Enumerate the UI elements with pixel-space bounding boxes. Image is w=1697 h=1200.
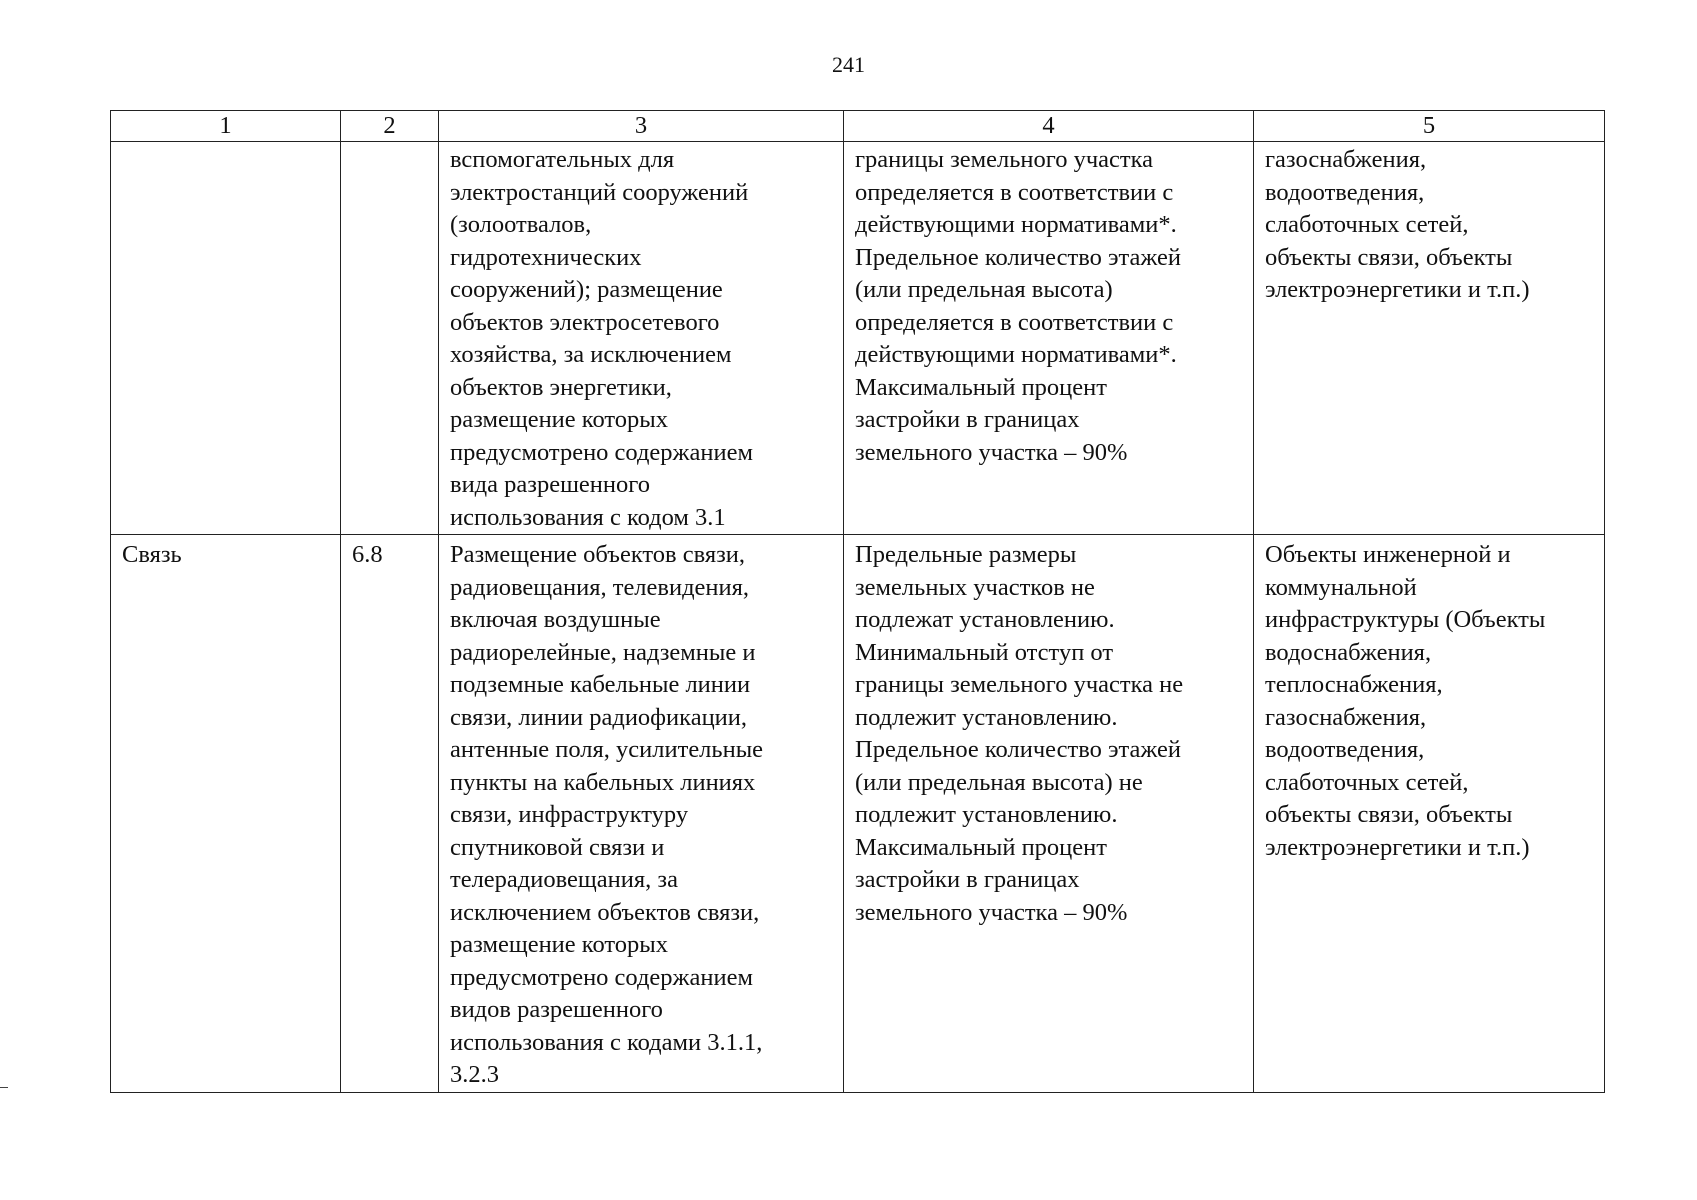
land-use-table	[110, 110, 1605, 1093]
column-header-1: 1	[111, 111, 341, 142]
cell-use-type	[111, 142, 341, 535]
cell-text: газоснабжения, водоотведения, слаботочных сетей, объекты связи, объекты электроэнергетики и т.п.)	[1265, 146, 1530, 303]
cell-code	[341, 142, 439, 535]
cell-parameters	[844, 535, 1254, 1093]
cell-use-type	[111, 535, 341, 1093]
cell-auxiliary	[1254, 535, 1605, 1093]
column-header-3: 3	[439, 111, 844, 142]
page-number: 241	[832, 52, 865, 77]
cell-description	[439, 142, 844, 535]
table-row	[111, 535, 1605, 1093]
cell-text: Объекты инженерной и коммунальной инфраструктуры (Объекты водоснабжения, теплоснабжения, газоснабжения, водоотведения, слаботочных сетей, объекты связи, объекты электроэнергетики и т.п.)	[1265, 541, 1546, 861]
cell-text: вспомогательных для электростанций сооружений (золоотвалов, гидротехнических сооружений); размещение объектов электросетевого хозяйства, за исключением объектов энергетики, размещение которых предусмотрено содержанием вида разрешенного использования с кодом 3.1	[450, 146, 753, 531]
column-header-5: 5	[1254, 111, 1605, 142]
header-row	[111, 111, 1605, 142]
column-header-4: 4	[844, 111, 1254, 142]
cell-text: границы земельного участка определяется в соответствии с действующими нормативами*. Предельное количество этажей (или предельная высота) определяется в соответствии с действующими нормативами*. Максимальный процент застройки в границах земельного участка – 90%	[855, 146, 1181, 466]
cell-text: Предельные размеры земельных участков не подлежат установлению. Минимальный отступ от границы земельного участка не подлежит установлению. Предельное количество этажей (или предельная высота) не подлежит установлению. Максимальный процент застройки в границах земельного участка – 90%	[855, 541, 1184, 926]
cell-code	[341, 535, 439, 1093]
column-header-2: 2	[341, 111, 439, 142]
margin-mark	[0, 1087, 8, 1088]
cell-auxiliary	[1254, 142, 1605, 535]
cell-parameters	[844, 142, 1254, 535]
cell-text: 6.8	[352, 541, 383, 568]
cell-text: Размещение объектов связи, радиовещания, телевидения, включая воздушные радиорелейные, надземные и подземные кабельные линии связи, линии радиофикации, антенные поля, усилительные пункты на кабельных линиях связи, инфраструктуру спутниковой связи и телерадиовещания, за исключением объектов связи, размещение которых предусмотрено содержанием видов разрешенного использования с кодами 3.1.1, 3.2.3	[450, 541, 764, 1088]
cell-description	[439, 535, 844, 1093]
cell-text: Связь	[122, 541, 182, 568]
table-row	[111, 142, 1605, 535]
